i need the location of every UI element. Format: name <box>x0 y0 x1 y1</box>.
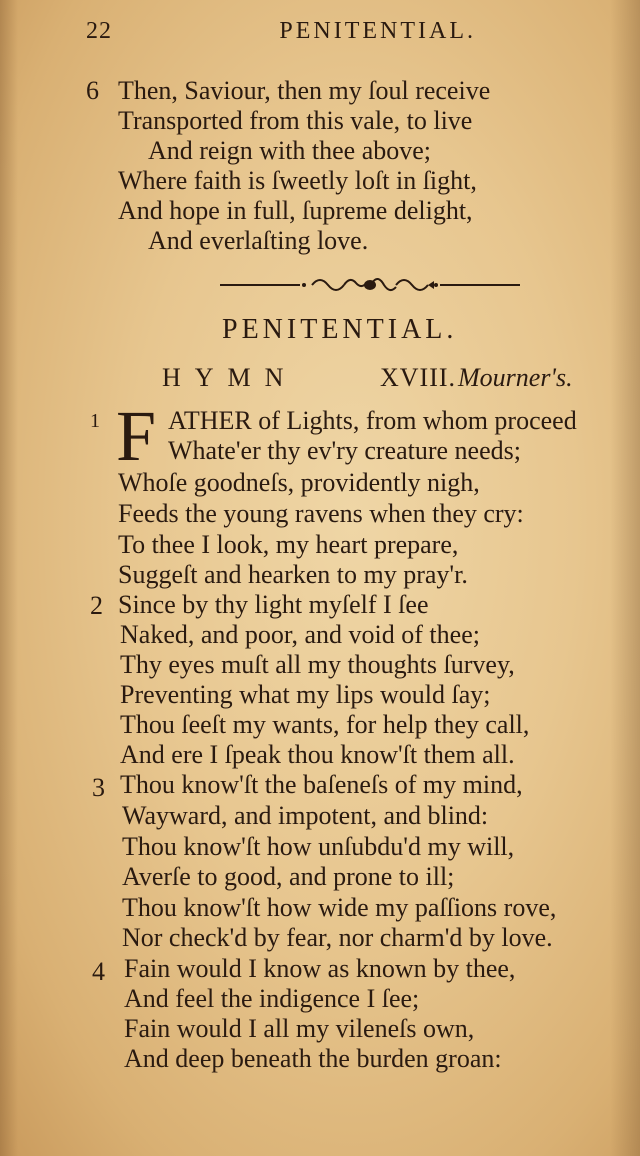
verse-number-4: 4 <box>92 957 105 986</box>
page-edge-shadow-left <box>0 0 18 1156</box>
verse2-line-2: Naked, and poor, and void of thee; <box>120 620 480 649</box>
verse6-line-6: And everlaſting love. <box>148 226 369 255</box>
verse4-line-4: And deep beneath the burden groan: <box>124 1044 502 1073</box>
running-head: PENITENTIAL. <box>279 18 476 44</box>
hymn-heading <box>162 363 602 395</box>
verse3-line-6: Nor check'd by fear, nor charm'd by love. <box>122 923 553 952</box>
verse-number-3: 3 <box>92 773 105 802</box>
verse4-line-2: And feel the indigence I ſee; <box>124 984 420 1013</box>
verse1-line-6: Suggeſt and hearken to my pray'r. <box>118 560 468 589</box>
verse1-line-2: Whate'er thy ev'ry creature needs; <box>168 436 521 465</box>
page-header <box>86 18 476 52</box>
verse1-line-5: To thee I look, my heart prepare, <box>118 530 459 559</box>
verse1-line-1: ATHER of Lights, from whom proceed <box>168 406 577 435</box>
hymn-label: HYMN <box>162 363 298 392</box>
drop-cap-initial: F <box>116 396 157 476</box>
verse3-line-5: Thou know'ſt how wide my paſſions rove, <box>122 893 557 922</box>
verse6-line-2: Transported from this vale, to live <box>118 106 473 135</box>
verse6-line-3: And reign with thee above; <box>148 136 432 165</box>
verse-number-6: 6 <box>86 76 99 105</box>
section-title: PENITENTIAL. <box>222 314 458 345</box>
verse6-line-5: And hope in full, ſupreme delight, <box>118 196 473 225</box>
verse2-line-1: Since by thy light myſelf I ſee <box>118 590 429 619</box>
verse4-line-3: Fain would I all my vileneſs own, <box>124 1014 475 1043</box>
verse-number-2: 2 <box>90 591 103 620</box>
verse1-line-3: Whoſe goodneſs, providently nigh, <box>118 468 480 497</box>
verse3-line-4: Averſe to good, and prone to ill; <box>122 862 455 891</box>
decorative-rule-ornament-icon <box>220 270 520 300</box>
verse4-line-1: Fain would I know as known by thee, <box>124 954 516 983</box>
verse-number-1: 1 <box>90 410 100 432</box>
verse3-line-1: Thou know'ſt the baſeneſs of my mind, <box>120 770 523 799</box>
verse3-line-2: Wayward, and impotent, and blind: <box>122 801 489 830</box>
verse2-line-6: And ere I ſpeak thou know'ſt them all. <box>120 740 515 769</box>
verse2-line-4: Preventing what my lips would ſay; <box>120 680 491 709</box>
hymn-number: XVIII. <box>380 363 457 392</box>
page-number: 22 <box>86 18 112 44</box>
verse1-line-4: Feeds the young ravens when they cry: <box>118 499 524 528</box>
hymn-tune: Mourner's. <box>458 363 573 392</box>
verse6-line-4: Where faith is ſweetly loſt in ſight, <box>118 166 477 195</box>
page-edge-shadow-right <box>610 0 640 1156</box>
verse2-line-5: Thou ſeeſt my wants, for help they call, <box>120 710 530 739</box>
verse6-line-1: Then, Saviour, then my ſoul receive <box>118 76 491 105</box>
verse2-line-3: Thy eyes muſt all my thoughts ſurvey, <box>120 650 515 679</box>
verse3-line-3: Thou know'ſt how unſubdu'd my will, <box>122 832 515 861</box>
